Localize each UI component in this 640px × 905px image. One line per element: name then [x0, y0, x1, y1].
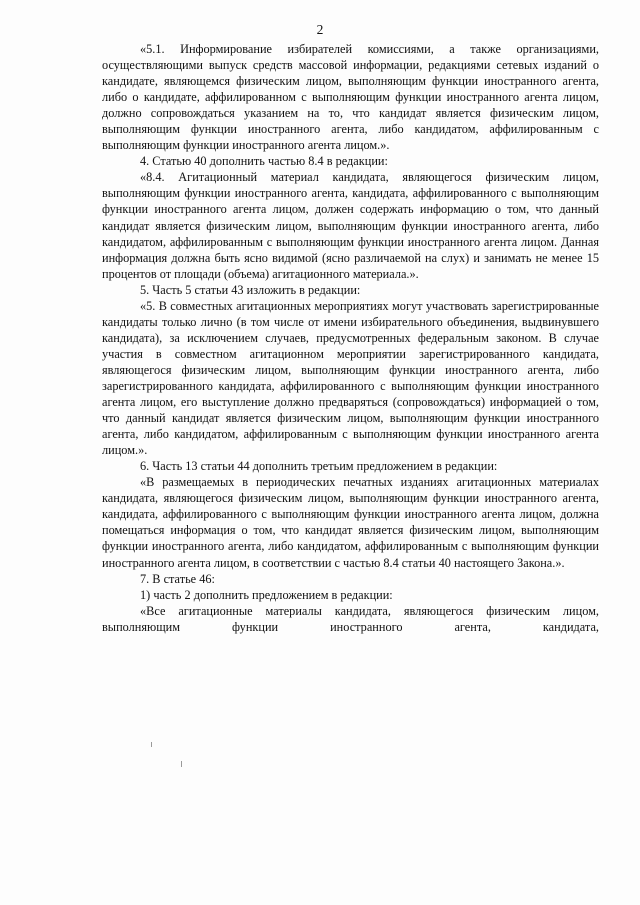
- paragraph-item-4-heading: 4. Статью 40 дополнить частью 8.4 в редакции:: [140, 154, 388, 169]
- scan-speck: [181, 761, 182, 767]
- paragraph-clause-5-1: «5.1. Информирование избирателей комиссиями, а также организациями, осуществляющими выпуск средств массовой информации, редакциями сетевых изданий о кандидате, являющемся физическим лицом, выполняющим функции иностранного агента, либо о кандидате, аффилированном с выполняющим функции иностранного агента лицом, должно сопровождаться указанием на то, что кандидат является физическим лицом, выполняющим функции иностранного агента, либо кандидатом, аффилированным с выполняющим функции иностранного агента лицом.».: [102, 42, 599, 153]
- document-body: [102, 41, 599, 635]
- paragraph-article-46-insert: «Все агитационные материалы кандидата, являющегося физическим лицом, выполняющим функции иностранного агента, кандидата,: [102, 603, 599, 634]
- paragraph-item-7-heading: 7. В статье 46:: [140, 571, 215, 586]
- paragraph-subitem-1-heading: 1) часть 2 дополнить предложением в редакции:: [140, 587, 393, 602]
- paragraph-clause-5: «5. В совместных агитационных мероприятиях могут участвовать зарегистрированные кандидаты только лично (в том числе от имени избирательного объединения, выдвинувшего кандидата), за исключением случаев, предусмотренных федеральным законом. В случае участия в совместном агитационном мероприятии зарегистрированного кандидата, являющегося физическим лицом, выполняющим функции иностранного агента, либо зарегистрированного кандидата, аффилированного с выполняющим функции иностранного агента лицом, его выступление должно предваряться (сопровождаться) информацией о том, что данный кандидат является физическим лицом, выполняющим функции иностранного агента, либо кандидатом, аффилированным с выполняющим функции иностранного агента лицом.».: [102, 298, 599, 458]
- paragraph-clause-8-4: «8.4. Агитационный материал кандидата, являющегося физическим лицом, выполняющим функции иностранного агента, кандидата, аффилированного с выполняющим функции иностранного агента лицом, должен содержать информацию о том, что данный кандидат является физическим лицом, выполняющим функции иностранного агента, либо кандидатом, аффилированным с выполняющим функции иностранного агента лицом. Данная информация должна быть ясно видимой (ясно различаемой на слух) и занимать не менее 15 процентов от площади (объема) агитационного материала.».: [102, 170, 599, 281]
- page-number: 2: [316, 22, 324, 37]
- scan-speck: [151, 742, 152, 747]
- paragraph-item-6-heading: 6. Часть 13 статьи 44 дополнить третьим предложением в редакции:: [140, 459, 498, 474]
- paragraph-item-5-heading: 5. Часть 5 статьи 43 изложить в редакции:: [140, 282, 361, 297]
- paragraph-article-44-insert: «В размещаемых в периодических печатных изданиях агитационных материалах кандидата, являющегося физическим лицом, выполняющим функции иностранного агента, кандидата, аффилированного с выполняющим функции иностранного агента лицом, должна помещаться информация о том, что кандидат является физическим лицом, выполняющим функции иностранного агента, либо кандидатом, аффилированным с выполняющим функции иностранного агента лицом, в соответствии с частью 8.4 статьи 40 настоящего Закона.».: [102, 475, 599, 570]
